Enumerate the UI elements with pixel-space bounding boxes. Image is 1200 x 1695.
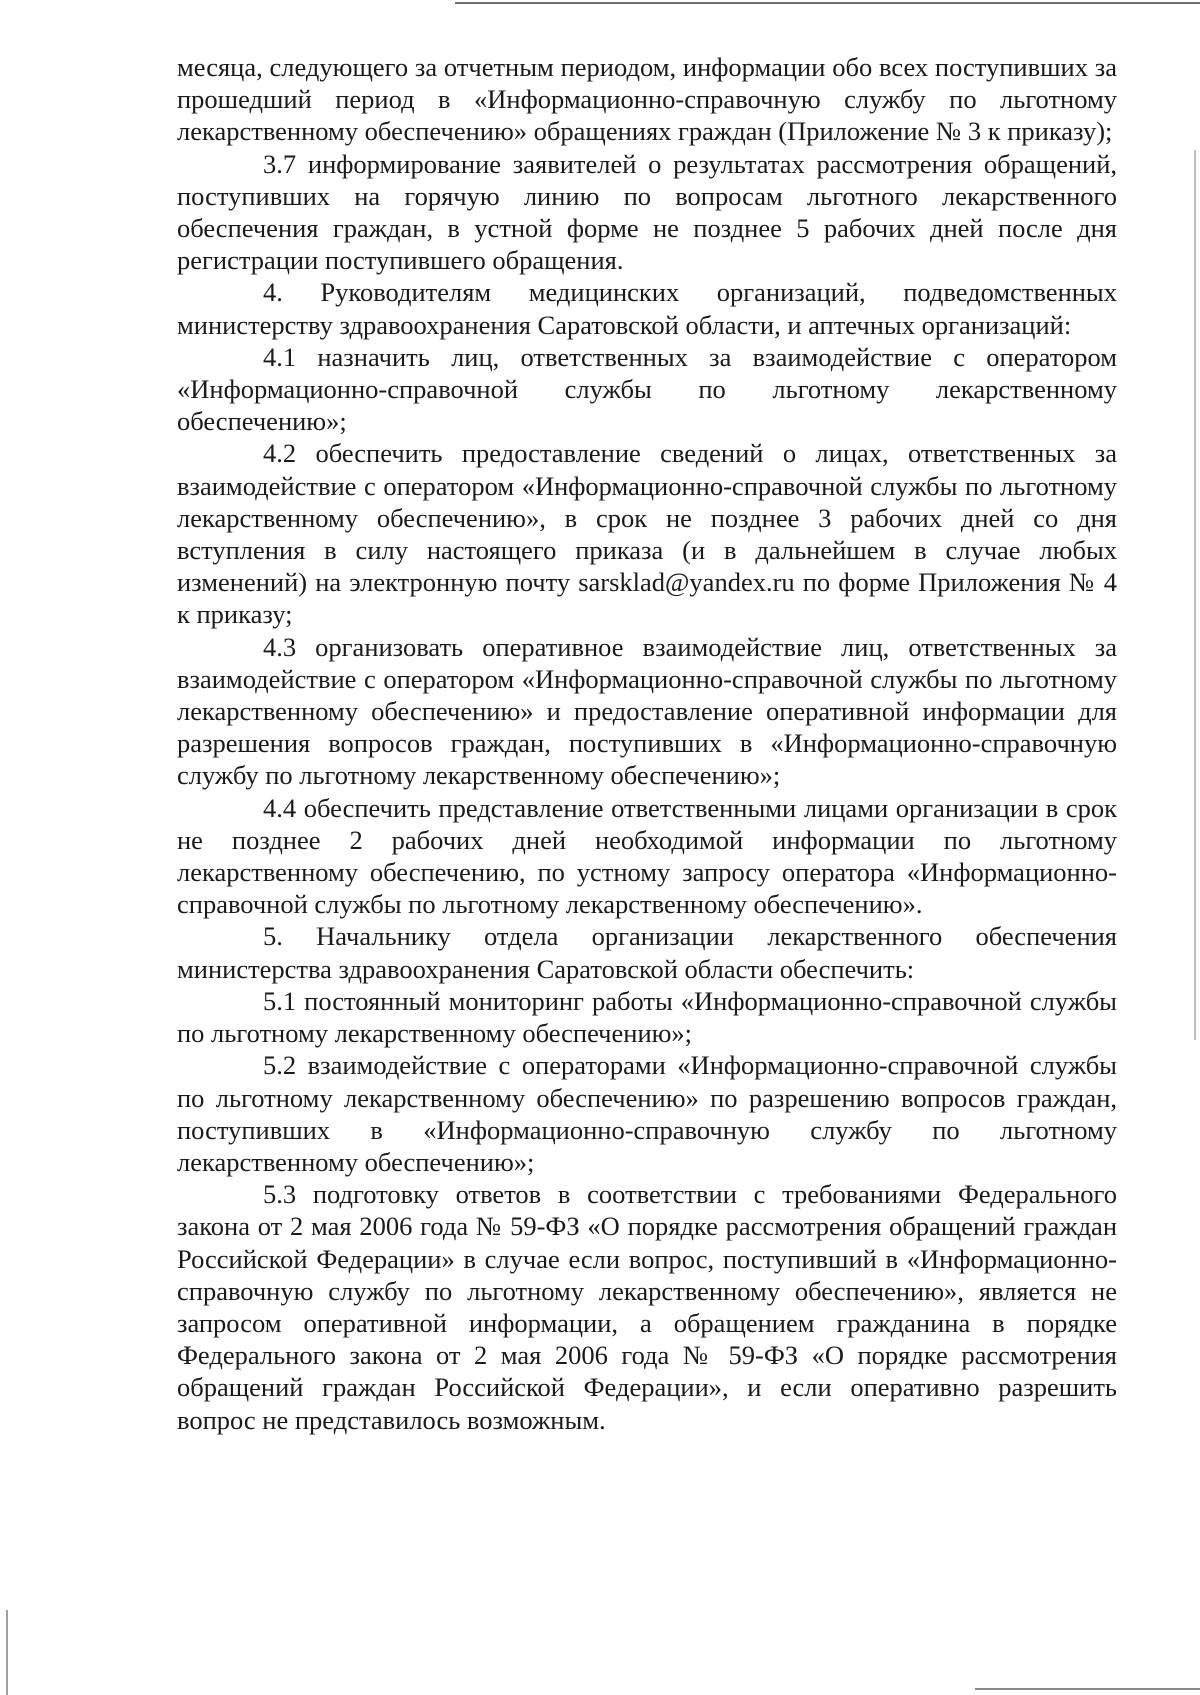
document-body — [177, 51, 1117, 1436]
paragraph-5-1: 5.1 постоянный мониторинг работы «Информационно-справочной службы по льготному лекарственному обеспечению»; — [177, 985, 1117, 1049]
paragraph-5-2: 5.2 взаимодействие с операторами «Информационно-справочной службы по льготному лекарственному обеспечению» по разрешению вопросов граждан, поступивших в «Информационно-справочную службу по льготному лекарственному обеспечению»; — [177, 1050, 1117, 1177]
scan-left-edge-shadow — [6, 1610, 8, 1695]
scan-bottom-edge-line — [975, 1688, 1200, 1690]
scan-top-edge-line — [455, 2, 1200, 4]
paragraph-3-6-continuation: месяца, следующего за отчетным периодом, информации обо всех поступивших за прошедший период в «Информационно-справочную службу по льготному лекарственному обеспечению» обращениях граждан (Приложение № 3 к приказу); — [177, 52, 1117, 147]
paragraph-3-7: 3.7 информирование заявителей о результатах рассмотрения обращений, поступивших на горячую линию по вопросам льготного лекарственного обеспечения граждан, в устной форме не позднее 5 рабочих дней после дня регистрации поступившего обращения. — [177, 148, 1117, 276]
paragraph-4-3: 4.3 организовать оперативное взаимодействие лиц, ответственных за взаимодействие с оператором «Информационно-справочной службы по льготному лекарственному обеспечению» и предоставление оперативной информации для разрешения вопросов граждан, поступивших в «Информационно-справочную службу по льготному лекарственному обеспечению»; — [177, 631, 1117, 791]
paragraph-4-4: 4.4 обеспечить представление ответственными лицами организации в срок не позднее 2 рабочих дней необходимой информации по льготному лекарственному обеспечению, по устному запросу оператора «Информационно-справочной службы по льготному лекарственному обеспечению». — [177, 792, 1117, 920]
scan-right-edge-shadow — [1194, 150, 1196, 1040]
paragraph-5: 5. Начальнику отдела организации лекарственного обеспечения министерства здравоохранения Саратовской области обеспечить: — [177, 921, 1117, 984]
paragraph-4: 4. Руководителям медицинских организаций, подведомственных министерству здравоохранения Саратовской области, и аптечных организаций: — [177, 277, 1117, 340]
paragraph-4-1: 4.1 назначить лиц, ответственных за взаимодействие с оператором «Информационно-справочной службы по льготному лекарственному обеспечению»; — [177, 341, 1117, 437]
paragraph-5-3: 5.3 подготовку ответов в соответствии с требованиями Федерального закона от 2 мая 2006 года № 59-ФЗ «О порядке рассмотрения обращений граждан Российской Федерации» в случае если вопрос, поступивший в «Информационно-справочную службу по льготному лекарственному обеспечению», является не запросом оперативной информации, а обращением гражданина в порядке Федерального закона от 2 мая 2006 года № 59-ФЗ «О порядке рассмотрения обращений граждан Российской Федерации», и если оперативно разрешить вопрос не представилось возможным. — [177, 1179, 1117, 1435]
paragraph-4-2: 4.2 обеспечить предоставление сведений о лицах, ответственных за взаимодействие с оператором «Информационно-справочной службы по льготному лекарственному обеспечению», в срок не позднее 3 рабочих дней со дня вступления в силу настоящего приказа (и в дальнейшем в случае любых изменений) на электронную почту sarsklad@yandex.ru по форме Приложения № 4 к приказу; — [177, 438, 1117, 630]
